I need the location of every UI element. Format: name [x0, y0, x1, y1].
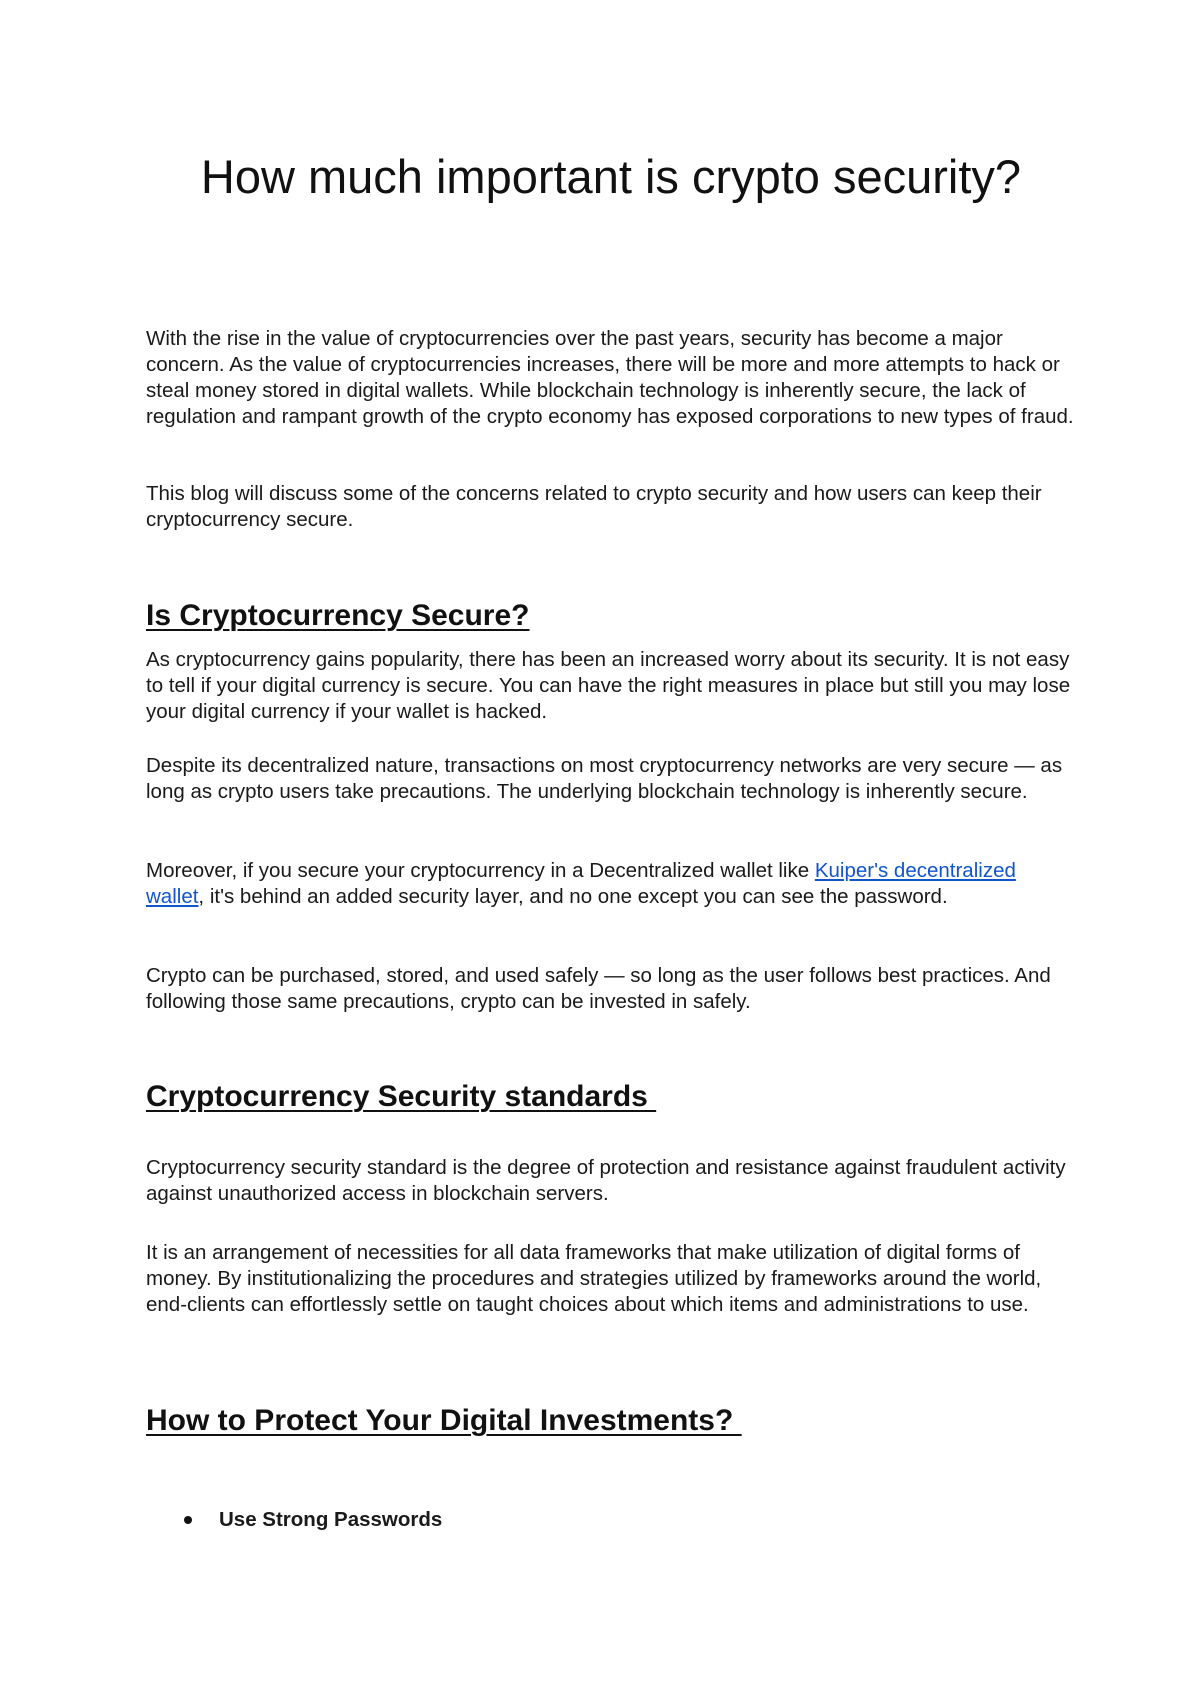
kuiper-wallet-link[interactable]: Kuiper's decentralized wallet — [146, 859, 1016, 908]
section2-paragraph-1: Cryptocurrency security standard is the degree of protection and resistance against fraudulent activity against unauthorized access in blockchain servers. — [146, 1156, 1066, 1205]
section-heading-security-standards: Cryptocurrency Security standards — [146, 1080, 657, 1113]
section1-paragraph-1: As cryptocurrency gains popularity, there has been an increased worry about its security. It is not easy to tell if your digital currency is secure. You can have the right measures in place but still you may lose your digital currency if your wallet is hacked. — [146, 648, 1071, 723]
list-item — [146, 1507, 442, 1533]
section1-paragraph-3-after: , it's behind an added security layer, and no one except you can see the password. — [198, 885, 948, 908]
section1-paragraph-3 — [146, 858, 1076, 910]
intro-paragraph-1: With the rise in the value of cryptocurrencies over the past years, security has become a major concern. As the value of cryptocurrencies increases, there will be more and more attempts to hack or steal money stored in digital wallets. While blockchain technology is inherently secure, the lack of regulation and rampant growth of the crypto economy has exposed corporations to new types of fraud. — [146, 327, 1074, 428]
section-heading-is-crypto-secure: Is Cryptocurrency Secure? — [146, 599, 530, 632]
bullet-icon — [184, 1516, 192, 1524]
section1-paragraph-3-before: Moreover, if you secure your cryptocurrency in a Decentralized wallet like — [146, 859, 815, 882]
intro-paragraph-2: This blog will discuss some of the concerns related to crypto security and how users can keep their cryptocurrency secure. — [146, 482, 1042, 531]
section1-paragraph-2: Despite its decentralized nature, transactions on most cryptocurrency networks are very secure — as long as crypto users take precautions. The underlying blockchain technology is inherently secure. — [146, 754, 1063, 803]
document-title: How much important is crypto security? — [200, 150, 1022, 203]
bullet-list — [146, 1507, 442, 1533]
section1-paragraph-4: Crypto can be purchased, stored, and used safely — so long as the user follows best practices. And following those same precautions, crypto can be invested in safely. — [146, 964, 1051, 1013]
list-item-label: Use Strong Passwords — [219, 1508, 443, 1531]
section-heading-protect-investments: How to Protect Your Digital Investments? — [146, 1404, 742, 1437]
section2-paragraph-2: It is an arrangement of necessities for all data frameworks that make utilization of digital forms of money. By institutionalizing the procedures and strategies utilized by frameworks around the world, end-clients can effortlessly settle on taught choices about which items and administrations to use. — [146, 1241, 1042, 1316]
